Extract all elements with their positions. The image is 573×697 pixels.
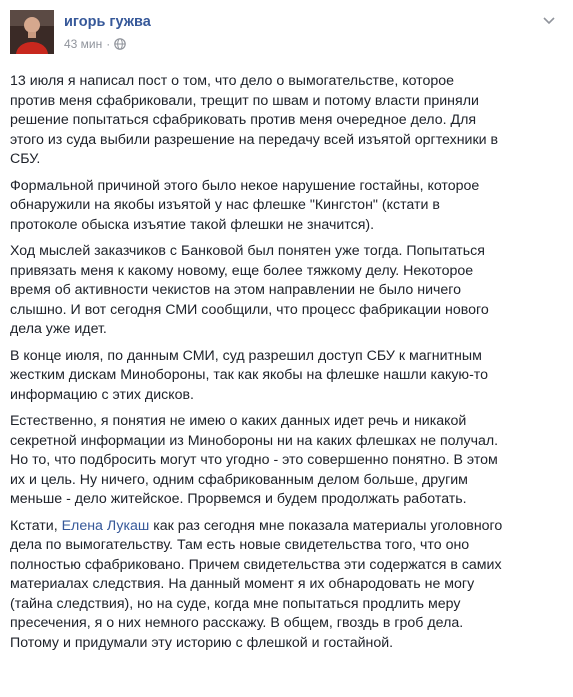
- text-line: В конце июля, по данным СМИ, суд разрешил доступ СБУ к магнитным: [10, 347, 482, 364]
- chevron-down-icon[interactable]: [541, 12, 557, 28]
- text-line: меньше - дело житейское. Прорвемся и будем продолжать работать.: [10, 491, 467, 507]
- text-line: полностью сфабриковано. Причем свидетельства эти содержатся в самих: [10, 556, 502, 573]
- text-line: слышно. И вот сегодня СМИ сообщили, что процесс фабрикации нового: [10, 301, 489, 318]
- text-line: обнаружили на якобы изъятой у нас флешке "Кингстон" (кстати в: [10, 197, 440, 213]
- text-line: 13 июля я написал пост о том, что дело о вымогательстве, которое: [10, 73, 455, 89]
- text-line: против меня сфабриковали, трещит по швам и потому власти приняли: [10, 92, 479, 109]
- post-timestamp[interactable]: 43 мин: [64, 37, 103, 51]
- post-meta: [64, 37, 126, 51]
- meta-separator: ·: [106, 37, 111, 51]
- post-header: [10, 10, 563, 54]
- author-name[interactable]: игорь гужва: [64, 14, 151, 30]
- text-line: информацию с этих дисков.: [10, 386, 194, 403]
- text-line: решение попытаться сфабриковать против меня очередное дело. Для: [10, 112, 477, 128]
- text-line: привязать меня к какому новому, еще более тяжкому делу. Некоторое: [10, 262, 474, 279]
- text-line: материалах следствия. На данный момент я их обнародовать не могу: [10, 576, 475, 592]
- text-fragment: Кстати,: [10, 517, 62, 534]
- text-line: время об активности чекистов на этом направлении не было ничего: [10, 282, 462, 298]
- paragraph: [10, 412, 563, 510]
- text-line: пресечения, я о них немного расскажу. В общем, гвоздь в гроб дела.: [10, 615, 464, 631]
- text-line: Формальной причиной этого было некое нарушение гостайны, которое: [10, 177, 480, 194]
- text-line: Потому и придумали эту историю с флешкой и гостайной.: [10, 634, 394, 651]
- text-line: дела по вымогательству. Там есть новые свидетельства того, что оно: [10, 537, 470, 553]
- text-line: Ход мыслей заказчиков с Банковой был понятен уже тогда. Попытаться: [10, 243, 485, 259]
- text-fragment: как раз сегодня мне показала материалы уголовного: [149, 517, 503, 534]
- text-line: этого из суда выбили разрешение на передачу всей изъятой оргтехники в: [10, 131, 499, 148]
- paragraph: [10, 177, 563, 236]
- text-line: дела уже идет.: [10, 321, 107, 337]
- text-line: (тайна следствия), но на суде, когда мне попытаться продлить меру: [10, 595, 461, 612]
- globe-icon[interactable]: [114, 38, 126, 50]
- text-line: Естественно, я понятия не имею о каких данных идет речь и никакой: [10, 413, 467, 429]
- text-line: жестким дискам Минобороны, так как якобы на флешке нашли какую-то: [10, 367, 489, 383]
- paragraph: [10, 242, 563, 340]
- post-body: [10, 72, 563, 660]
- text-line: [10, 517, 563, 537]
- paragraph: [10, 72, 563, 170]
- paragraph: [10, 347, 563, 406]
- text-line: Но то, что подбросить могут что угодно - это совершенно понятно. В этом: [10, 452, 498, 468]
- mention-link[interactable]: Елена Лукаш: [61, 517, 150, 534]
- paragraph: [10, 517, 563, 654]
- text-line: протоколе обыска изъятие такой флешки не значится).: [10, 216, 375, 233]
- text-line: СБУ.: [10, 151, 41, 167]
- avatar[interactable]: [10, 10, 54, 54]
- text-line: их и цель. Ну ничего, одним сфабрикованным делом больше, другим: [10, 471, 468, 488]
- text-line: секретной информации из Минобороны ни на каких флешках не получал.: [10, 432, 499, 449]
